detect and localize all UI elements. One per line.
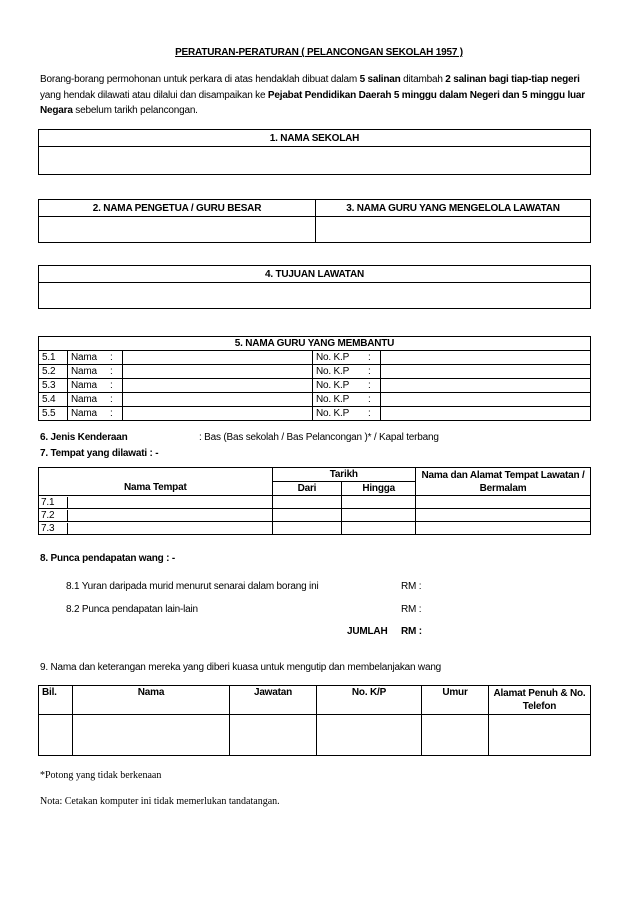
bil-header: Bil.: [39, 686, 73, 715]
tempat-dilawati-table: [38, 467, 591, 535]
tarikh-header: Tarikh: [272, 468, 416, 482]
intro-bold-3: Pejabat Pendidikan Daerah 5 minggu dalam Negeri dan 5 minggu luar Negara: [40, 89, 585, 116]
footnote-potong: *Potong yang tidak berkenaan: [40, 770, 162, 781]
jumlah-label: JUMLAH: [347, 626, 388, 637]
kp-field[interactable]: [381, 351, 591, 365]
intro-paragraph: [40, 72, 600, 119]
row-number: 5.5: [39, 407, 68, 421]
tarikh-dari-header: Dari: [272, 482, 342, 496]
nama-field[interactable]: [123, 393, 313, 407]
nama-colon: :: [107, 407, 123, 421]
nama-label: Nama: [68, 393, 108, 407]
kp-label: No. K.P: [313, 393, 366, 407]
jumlah-rm-label: RM :: [401, 626, 422, 637]
tempat-field[interactable]: [39, 496, 273, 509]
tujuan-lawatan-table: [38, 265, 591, 309]
guru-membantu-header: 5. NAMA GURU YANG MEMBANTU: [39, 337, 591, 351]
no-kp-header: No. K/P: [317, 686, 422, 715]
tarikh-hingga-header: Hingga: [342, 482, 416, 496]
guru-membantu-row: [39, 351, 591, 365]
row-number: 5.4: [39, 393, 68, 407]
nama-header: Nama: [73, 686, 230, 715]
kp-label: No. K.P: [313, 379, 366, 393]
nama-sekolah-table: [38, 129, 591, 175]
kp-colon: :: [365, 379, 381, 393]
row-number: 7.1: [39, 497, 68, 508]
tarikh-hingga-field[interactable]: [342, 509, 416, 522]
kp-label: No. K.P: [313, 407, 366, 421]
punca-pendapatan-label: 8. Punca pendapatan wang : -: [40, 553, 175, 564]
kp-field[interactable]: [381, 393, 591, 407]
alamat-tempat-header: Nama dan Alamat Tempat Lawatan / Bermalam: [416, 468, 591, 496]
nama-colon: :: [107, 365, 123, 379]
guru-membantu-row: [39, 393, 591, 407]
tarikh-dari-field[interactable]: [272, 496, 342, 509]
umur-header: Umur: [422, 686, 489, 715]
nama-pengetua-field[interactable]: [39, 217, 316, 243]
guru-membantu-row: [39, 365, 591, 379]
jawatan-field[interactable]: [230, 715, 317, 756]
intro-text-2: ditambah: [400, 74, 446, 85]
nama-tempat-header: Nama Tempat: [39, 468, 273, 496]
pemegang-kuasa-row: [39, 715, 591, 756]
pemegang-kuasa-table: [38, 685, 591, 756]
alamat-field[interactable]: [416, 522, 591, 535]
kp-colon: :: [365, 365, 381, 379]
row-number: 7.3: [39, 523, 68, 534]
kp-label: No. K.P: [313, 365, 366, 379]
pendapatan-lain-label: 8.2 Punca pendapatan lain-lain: [66, 604, 198, 615]
tarikh-hingga-field[interactable]: [342, 496, 416, 509]
intro-bold-1: 5 salinan: [359, 74, 401, 85]
row-number: 5.1: [39, 351, 68, 365]
tarikh-dari-field[interactable]: [272, 509, 342, 522]
umur-field[interactable]: [422, 715, 489, 756]
nama-label: Nama: [68, 365, 108, 379]
tempat-row: [39, 509, 591, 522]
kp-field[interactable]: [381, 365, 591, 379]
kp-colon: :: [365, 407, 381, 421]
nama-label: Nama: [68, 351, 108, 365]
guru-membantu-row: [39, 407, 591, 421]
no-kp-field[interactable]: [317, 715, 422, 756]
nama-colon: :: [107, 393, 123, 407]
row-number: 7.2: [39, 510, 68, 521]
intro-bold-2: 2 salinan bagi tiap-tiap negeri: [445, 74, 580, 85]
tarikh-hingga-field[interactable]: [342, 522, 416, 535]
row-number: 5.2: [39, 365, 68, 379]
nama-field[interactable]: [123, 407, 313, 421]
nama-field[interactable]: [123, 379, 313, 393]
nama-label: Nama: [68, 379, 108, 393]
bil-field[interactable]: [39, 715, 73, 756]
kp-field[interactable]: [381, 407, 591, 421]
kp-colon: :: [365, 351, 381, 365]
nama-field[interactable]: [73, 715, 230, 756]
yuran-murid-label: 8.1 Yuran daripada murid menurut senarai dalam borang ini: [66, 581, 319, 592]
alamat-field[interactable]: [416, 509, 591, 522]
kp-label: No. K.P: [313, 351, 366, 365]
form-title: PERATURAN-PERATURAN ( PELANCONGAN SEKOLAH 1957 ): [175, 47, 463, 58]
tujuan-lawatan-header: 4. TUJUAN LAWATAN: [39, 266, 591, 283]
pemegang-kuasa-label: 9. Nama dan keterangan mereka yang diberi kuasa untuk mengutip dan membelanjakan wang: [40, 662, 442, 673]
footnote-nota: Nota: Cetakan komputer ini tidak memerlukan tandatangan.: [40, 796, 280, 807]
alamat-telefon-header: Alamat Penuh & No. Telefon: [489, 686, 591, 715]
tempat-field[interactable]: [39, 522, 273, 535]
nama-guru-pengelola-header: 3. NAMA GURU YANG MENGELOLA LAWATAN: [316, 200, 591, 217]
jenis-kenderaan-value: : Bas (Bas sekolah / Bas Pelancongan )* / Kapal terbang: [199, 432, 439, 443]
kp-field[interactable]: [381, 379, 591, 393]
jenis-kenderaan-label: 6. Jenis Kenderaan: [40, 432, 128, 443]
alamat-telefon-field[interactable]: [489, 715, 591, 756]
nama-sekolah-field[interactable]: [39, 147, 591, 175]
intro-text-3: yang hendak dilawati atau dilalui dan disampaikan ke: [40, 89, 268, 101]
pendapatan-lain-rm-label: RM :: [401, 604, 422, 615]
guru-membantu-table: [38, 336, 591, 421]
nama-colon: :: [107, 351, 123, 365]
jawatan-header: Jawatan: [230, 686, 317, 715]
tarikh-dari-field[interactable]: [272, 522, 342, 535]
nama-field[interactable]: [123, 365, 313, 379]
kp-colon: :: [365, 393, 381, 407]
tujuan-lawatan-field[interactable]: [39, 283, 591, 309]
nama-guru-pengelola-field[interactable]: [316, 217, 591, 243]
nama-pengetua-header: 2. NAMA PENGETUA / GURU BESAR: [39, 200, 316, 217]
yuran-rm-label: RM :: [401, 581, 422, 592]
nama-field[interactable]: [123, 351, 313, 365]
nama-sekolah-header: 1. NAMA SEKOLAH: [39, 130, 591, 147]
tempat-row: [39, 522, 591, 535]
tempat-dilawati-label: 7. Tempat yang dilawati : -: [40, 448, 159, 459]
nama-label: Nama: [68, 407, 108, 421]
guru-membantu-row: [39, 379, 591, 393]
intro-text-1: Borang-borang permohonan untuk perkara di atas hendaklah dibuat dalam: [40, 74, 360, 85]
tempat-field[interactable]: [39, 509, 273, 522]
row-number: 5.3: [39, 379, 68, 393]
pengetua-guru-table: [38, 199, 591, 243]
tempat-row: [39, 496, 591, 509]
nama-colon: :: [107, 379, 123, 393]
intro-text-4: sebelum tarikh pelancongan.: [72, 105, 198, 116]
alamat-field[interactable]: [416, 496, 591, 509]
